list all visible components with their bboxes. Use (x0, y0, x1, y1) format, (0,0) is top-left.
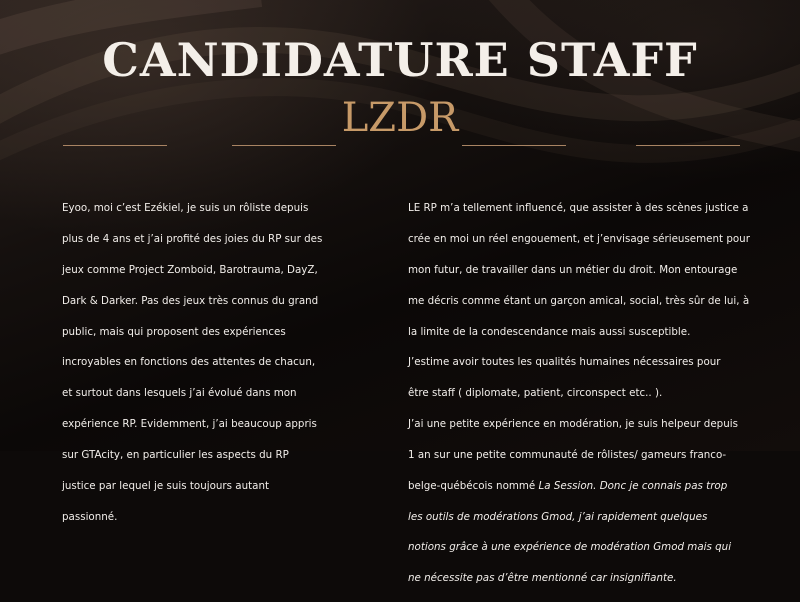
divider-line-1 (63, 145, 167, 146)
right-text-italic-line: ne nécessite pas d’être mentionné car insignifiante. (408, 572, 677, 585)
left-text-line: public, mais qui proposent des expériences (62, 325, 286, 338)
right-text-line: J’estime avoir toutes les qualités humaines nécessaires pour (408, 356, 721, 369)
left-text-line: Dark & Darker. Pas des jeux très connus du grand (62, 294, 319, 307)
left-text-line: plus de 4 ans et j’ai profité des joies du RP sur des (62, 233, 323, 246)
right-text-line: 1 an sur une petite communauté de rôlistes/ gameurs franco- (408, 448, 727, 461)
page-subtitle: LZDR (341, 95, 459, 141)
left-text-line: incroyables en fonctions des attentes de chacun, (62, 356, 316, 369)
right-text-normal-part: belge-québécois nommé (408, 479, 539, 492)
right-text-italic-line: les outils de modérations Gmod, j’ai rapidement quelques (408, 510, 708, 523)
right-text-line: mon futur, de travailler dans un métier du droit. Mon entourage (408, 264, 738, 277)
right-text-line: être staff ( diplomate, patient, circonspect etc.. ). (408, 387, 663, 400)
left-text-line: Eyoo, moi c’est Ezékiel, je suis un rôliste depuis (62, 202, 309, 215)
left-text-column (62, 186, 362, 540)
left-text-line: jeux comme Project Zomboid, Barotrauma, DayZ, (62, 264, 318, 277)
divider-line-3 (462, 145, 566, 146)
left-text-line: passionné. (62, 510, 118, 523)
divider-line-4 (636, 145, 740, 146)
right-text-line-mixed (408, 479, 768, 494)
left-text-line: justice par lequel je suis toujours autant (62, 479, 270, 492)
page-title: CANDIDATURE STAFF (102, 33, 698, 87)
right-text-italic-part: La Session. Donc je connais pas trop (538, 479, 728, 492)
right-text-column (408, 186, 768, 602)
right-text-line: crée en moi un réel engouement, et j’envisage sérieusement pour (408, 233, 750, 246)
divider-line-2 (232, 145, 336, 146)
left-text-line: expérience RP. Evidemment, j’ai beaucoup appris (62, 418, 317, 431)
left-text-line: sur GTAcity, en particulier les aspects du RP (62, 448, 289, 461)
right-text-line: me décris comme étant un garçon amical, social, très sûr de lui, à (408, 294, 750, 307)
right-text-line: J’ai une petite expérience en modération, je suis helpeur depuis (408, 418, 738, 431)
right-text-italic-line: notions grâce à une expérience de modération Gmod mais qui (408, 541, 732, 554)
left-text-line: et surtout dans lesquels j’ai évolué dans mon (62, 387, 297, 400)
right-text-line: la limite de la condescendance mais aussi susceptible. (408, 325, 691, 338)
right-text-line: LE RP m’a tellement influencé, que assister à des scènes justice a (408, 202, 749, 215)
